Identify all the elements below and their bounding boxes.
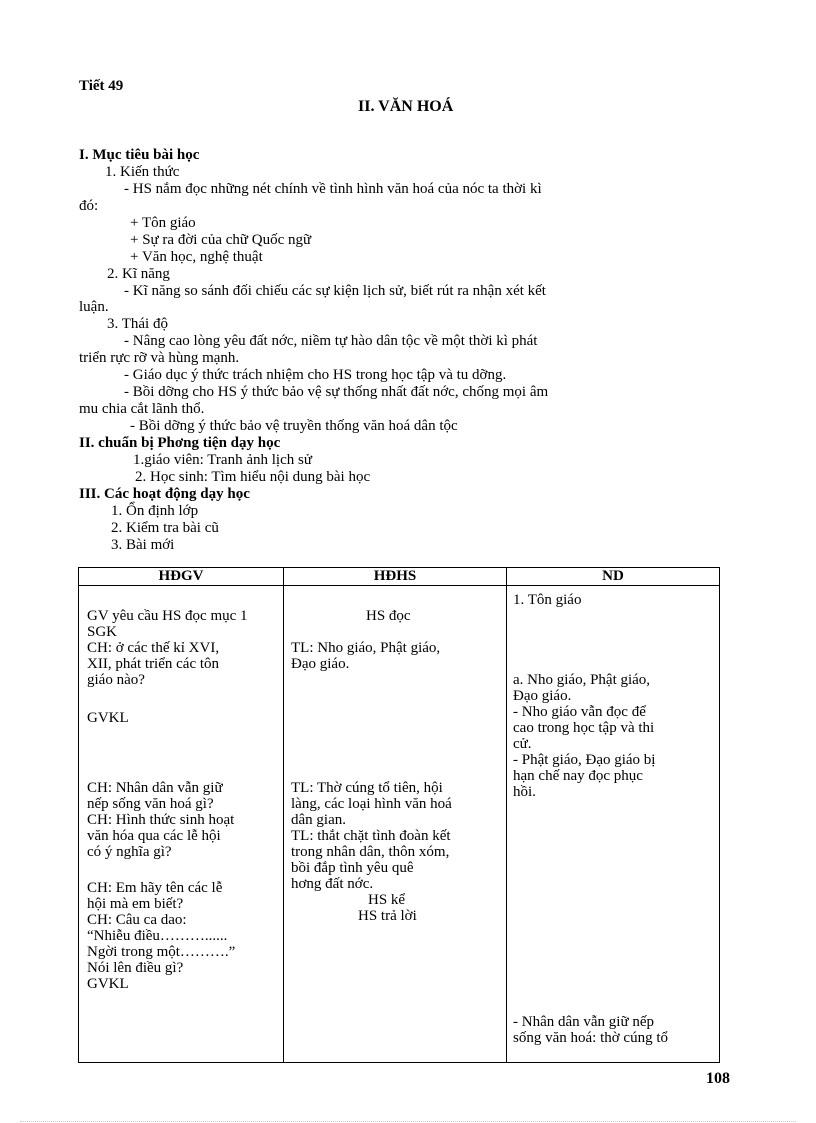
table-cell-line: CH: Nhân dân vẫn giữ: [87, 780, 223, 796]
table-cell-line: làng, các loại hình văn hoá: [291, 796, 452, 812]
table-cell-line: TL: thắt chặt tình đoàn kết: [291, 828, 451, 844]
table-cell-line: hồi.: [513, 784, 536, 800]
column-header-teacher: HĐGV: [79, 568, 284, 586]
table-cell-line: hạn chế nay đọc phục: [513, 768, 643, 784]
table-cell-line: giáo nào?: [87, 672, 145, 688]
page-title: II. VĂN HOÁ: [358, 98, 454, 115]
table-cell-line: hội mà em biết?: [87, 896, 184, 912]
attitude-text: - Giáo dục ý thức trách nhiệm cho HS trong học tập và tu dỡng.: [124, 367, 507, 383]
attitude-heading: 3. Thái độ: [107, 316, 168, 332]
table-cell-line: Nói lên điều gì?: [87, 960, 184, 976]
table-header-row: [79, 568, 720, 586]
table-cell-line: HS đọc: [366, 608, 411, 624]
attitude-text-cont: mu chia cắt lãnh thổ.: [79, 401, 205, 417]
table-row: [79, 586, 720, 1063]
knowledge-item: + Sự ra đời của chữ Quốc ngữ: [130, 232, 312, 248]
skills-heading: 2. Kĩ năng: [107, 266, 170, 282]
table-cell-line: bồi đắp tình yêu quê: [291, 860, 414, 876]
column-header-student: HĐHS: [284, 568, 507, 586]
table-cell-line: nếp sống văn hoá gì?: [87, 796, 214, 812]
table-cell-line: Đạo giáo.: [291, 656, 350, 672]
table-cell-line: Đạo giáo.: [513, 688, 572, 704]
table-cell-line: - Phật giáo, Đạo giáo bị: [513, 752, 656, 768]
table-cell-line: cao trong học tập và thi: [513, 720, 655, 736]
skills-text: - Kĩ năng so sánh đối chiếu các sự kiện lịch sử, biết rút ra nhận xét kết: [124, 283, 546, 299]
attitude-text-cont: triển rực rỡ và hùng mạnh.: [79, 350, 240, 366]
activity-step: 2. Kiểm tra bài cũ: [111, 520, 219, 536]
table-cell-line: 1. Tôn giáo: [513, 592, 582, 608]
table-cell-line: CH: Hình thức sinh hoạt: [87, 812, 235, 828]
knowledge-text-cont: đó:: [79, 198, 99, 214]
table-cell-line: SGK: [87, 624, 118, 640]
table-cell-line: văn hóa qua các lễ hội: [87, 828, 221, 844]
objectives-heading: I. Mục tiêu bài học: [79, 147, 200, 163]
activity-step: 1. Ổn định lớp: [111, 503, 199, 519]
table-cell-line: CH: Câu ca dao:: [87, 912, 187, 928]
table-cell-line: hơng đất nớc.: [291, 876, 374, 892]
knowledge-item: + Tôn giáo: [130, 215, 196, 231]
table-cell-line: GV yêu cầu HS đọc mục 1: [87, 608, 248, 624]
table-cell-line: a. Nho giáo, Phật giáo,: [513, 672, 651, 688]
page-bottom-divider: [20, 1121, 796, 1122]
table-cell-line: - Nhân dân vẫn giữ nếp: [513, 1014, 655, 1030]
table-cell-line: - Nho giáo vẫn đọc để: [513, 704, 646, 720]
table-cell-line: HS trả lời: [358, 908, 417, 924]
preparation-student: 2. Học sinh: Tìm hiểu nội dung bài học: [135, 469, 371, 485]
knowledge-item: + Văn học, nghệ thuật: [130, 249, 263, 265]
table-cell-line: trong nhân dân, thôn xóm,: [291, 844, 450, 860]
attitude-text: - Nâng cao lòng yêu đất nớc, niềm tự hào dân tộc về một thời kì phát: [124, 333, 538, 349]
table-cell-line: TL: Thờ cúng tổ tiên, hội: [291, 780, 443, 796]
table-cell-line: có ý nghĩa gì?: [87, 844, 172, 860]
knowledge-text: - HS nắm đọc những nét chính về tình hình văn hoá của nóc ta thời kì: [124, 181, 542, 197]
table-cell-line: dân gian.: [291, 812, 346, 828]
activity-step: 3. Bài mới: [111, 537, 175, 553]
table-cell-line: CH: Em hãy tên các lễ: [87, 880, 223, 896]
table-cell-line: CH: ở các thế kỉ XVI,: [87, 640, 220, 656]
table-cell-line: cử.: [513, 736, 532, 752]
preparation-teacher: 1.giáo viên: Tranh ảnh lịch sử: [133, 452, 312, 468]
table-cell-line: XII, phát triển các tôn: [87, 656, 220, 672]
attitude-text: - Bồi dỡng ý thức bảo vệ truyền thống văn hoá dân tộc: [130, 418, 458, 434]
student-activity-cell: [284, 586, 507, 1063]
activities-table: [78, 567, 720, 1063]
table-cell-line: HS kể: [368, 892, 406, 908]
preparation-heading: II. chuẩn bị Phơng tiện dạy học: [79, 435, 281, 451]
table-cell-line: TL: Nho giáo, Phật giáo,: [291, 640, 441, 656]
column-header-content: ND: [507, 568, 720, 586]
lesson-number: Tiết 49: [79, 78, 124, 94]
table-cell-line: GVKL: [87, 976, 129, 992]
content-cell: [507, 586, 720, 1063]
table-cell-line: Ngời trong một……….”: [87, 944, 236, 960]
page-number: 108: [706, 1070, 730, 1087]
activities-heading: III. Các hoạt động dạy học: [79, 486, 250, 502]
table-cell-line: “Nhiễu điều………......: [87, 928, 228, 944]
skills-text-cont: luận.: [79, 299, 109, 315]
table-cell-line: sống văn hoá: thờ cúng tổ: [513, 1030, 668, 1046]
table-cell-line: GVKL: [87, 710, 129, 726]
attitude-text: - Bồi dỡng cho HS ý thức bảo vệ sự thống nhất đất nớc, chống mọi âm: [124, 384, 549, 400]
teacher-activity-cell: [79, 586, 284, 1063]
knowledge-heading: 1. Kiến thức: [105, 164, 180, 180]
